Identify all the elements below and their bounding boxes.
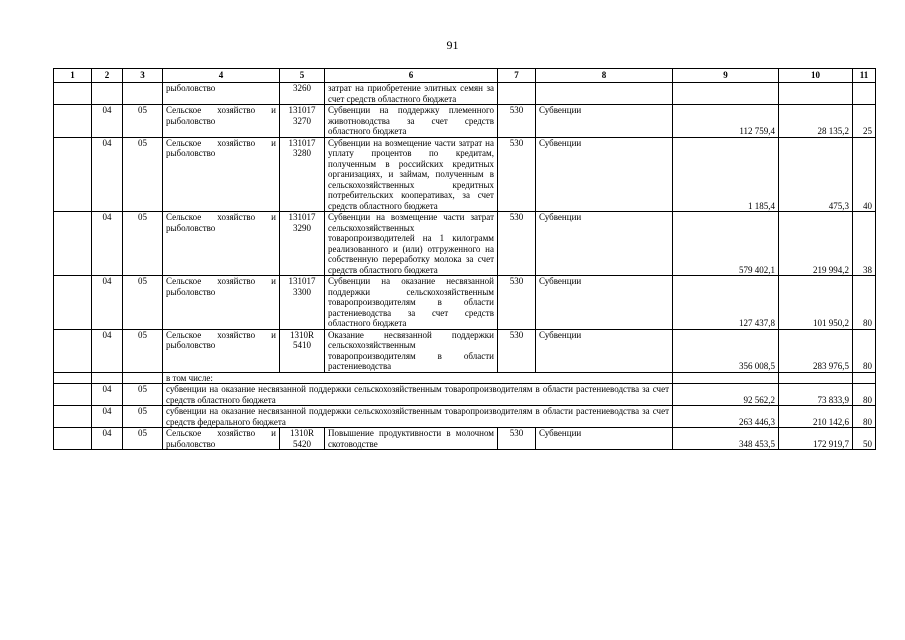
cell: Субвенции [536, 137, 673, 212]
col-header: 9 [673, 69, 779, 83]
col-header: 8 [536, 69, 673, 83]
cell: 1310R 5420 [280, 428, 325, 450]
col-header: 10 [779, 69, 853, 83]
cell: 05 [123, 329, 163, 372]
cell: рыболовство [163, 83, 280, 105]
cell: 04 [92, 105, 123, 138]
cell [536, 83, 673, 105]
cell [54, 406, 92, 428]
cell: 50 [853, 428, 876, 450]
cell: 530 [498, 329, 536, 372]
cell [54, 329, 92, 372]
budget-table [53, 68, 876, 450]
cell: 263 446,3 [673, 406, 779, 428]
col-header: 2 [92, 69, 123, 83]
cell: 80 [853, 329, 876, 372]
cell: 1 185,4 [673, 137, 779, 212]
page-number: 91 [446, 38, 459, 52]
cell [123, 372, 163, 384]
cell: Повышение продуктивности в молочном скотоводстве [325, 428, 498, 450]
cell: 04 [92, 137, 123, 212]
cell: 1310R 5410 [280, 329, 325, 372]
cell: Субвенции на возмещение части затрат на уплату процентов по кредитам, полученным в российских кредитных организациях, и займам, полученным в сельскохозяйственных кредитных потребительских кооперативах, за счет средств областного бюджета [325, 137, 498, 212]
cell: Субвенции на оказание несвязанной поддержки сельскохозяйственным товаропроизводителям в области растениеводства за счет средств областного бюджета [325, 276, 498, 330]
cell: 131017 3290 [280, 212, 325, 276]
cell: 219 994,2 [779, 212, 853, 276]
table-row [54, 329, 876, 372]
cell: 80 [853, 276, 876, 330]
table-row [54, 212, 876, 276]
cell: Субвенции [536, 276, 673, 330]
col-header: 1 [54, 69, 92, 83]
cell: 127 437,8 [673, 276, 779, 330]
cell: 04 [92, 329, 123, 372]
table-row [54, 372, 876, 384]
cell [779, 372, 853, 384]
cell: Субвенции на поддержку племенного животноводства за счет средств областного бюджета [325, 105, 498, 138]
cell: 04 [92, 384, 123, 406]
cell [54, 105, 92, 138]
cell: 05 [123, 406, 163, 428]
cell: 172 919,7 [779, 428, 853, 450]
cell: 475,3 [779, 137, 853, 212]
cell: 80 [853, 384, 876, 406]
cell [54, 212, 92, 276]
cell: 05 [123, 137, 163, 212]
cell: 05 [123, 105, 163, 138]
cell: 3260 [280, 83, 325, 105]
table-row [54, 406, 876, 428]
cell: Сельское хозяйство и рыболовство [163, 105, 280, 138]
cell: Субвенции на возмещение части затрат сельскохозяйственных товаропроизводителей на 1 килограмм реализованного и (или) отгруженного на собственную переработку молока за счет средств областного бюджета [325, 212, 498, 276]
cell: 25 [853, 105, 876, 138]
table-row [54, 83, 876, 105]
cell: 101 950,2 [779, 276, 853, 330]
cell: 38 [853, 212, 876, 276]
cell: 80 [853, 406, 876, 428]
cell: Сельское хозяйство и рыболовство [163, 276, 280, 330]
cell [54, 372, 92, 384]
col-header: 5 [280, 69, 325, 83]
cell: Сельское хозяйство и рыболовство [163, 137, 280, 212]
cell: 92 562,2 [673, 384, 779, 406]
cell: 348 453,5 [673, 428, 779, 450]
cell: 131017 3280 [280, 137, 325, 212]
cell: 579 402,1 [673, 212, 779, 276]
cell: Сельское хозяйство и рыболовство [163, 329, 280, 372]
cell: субвенции на оказание несвязанной поддержки сельскохозяйственным товаропроизводителям в области растениеводства за счет средств федерального бюджета [163, 406, 673, 428]
cell [54, 137, 92, 212]
cell: 05 [123, 428, 163, 450]
cell: 04 [92, 428, 123, 450]
cell [54, 384, 92, 406]
cell [54, 83, 92, 105]
cell: 356 008,5 [673, 329, 779, 372]
table-row [54, 276, 876, 330]
cell [92, 372, 123, 384]
cell: 530 [498, 105, 536, 138]
cell: Субвенции [536, 329, 673, 372]
col-header: 11 [853, 69, 876, 83]
cell: Субвенции [536, 212, 673, 276]
cell: 73 833,9 [779, 384, 853, 406]
cell [123, 83, 163, 105]
cell: 04 [92, 276, 123, 330]
cell: затрат на приобретение элитных семян за счет средств областного бюджета [325, 83, 498, 105]
cell: 530 [498, 428, 536, 450]
col-header: 3 [123, 69, 163, 83]
cell: субвенции на оказание несвязанной поддержки сельскохозяйственным товаропроизводителям в области растениеводства за счет средств областного бюджета [163, 384, 673, 406]
table-row [54, 105, 876, 138]
cell: 530 [498, 276, 536, 330]
subtotal-label: в том числе: [163, 372, 673, 384]
cell: 40 [853, 137, 876, 212]
cell: 530 [498, 137, 536, 212]
cell: 283 976,5 [779, 329, 853, 372]
cell: 131017 3270 [280, 105, 325, 138]
cell [673, 83, 779, 105]
cell: Сельское хозяйство и рыболовство [163, 428, 280, 450]
cell [779, 83, 853, 105]
table-row [54, 384, 876, 406]
table-row [54, 428, 876, 450]
header-row [54, 69, 876, 83]
cell: 131017 3300 [280, 276, 325, 330]
col-header: 7 [498, 69, 536, 83]
cell: Субвенции [536, 428, 673, 450]
cell: Оказание несвязанной поддержки сельскохозяйственным товаропроизводителям в области растениеводства [325, 329, 498, 372]
cell [54, 276, 92, 330]
cell: 28 135,2 [779, 105, 853, 138]
cell: 112 759,4 [673, 105, 779, 138]
cell: 04 [92, 212, 123, 276]
cell [498, 83, 536, 105]
cell: 05 [123, 384, 163, 406]
cell: 530 [498, 212, 536, 276]
cell: 210 142,6 [779, 406, 853, 428]
cell: Сельское хозяйство и рыболовство [163, 212, 280, 276]
cell: 04 [92, 406, 123, 428]
cell [54, 428, 92, 450]
cell: 05 [123, 276, 163, 330]
cell [673, 372, 779, 384]
table-row [54, 137, 876, 212]
cell: 05 [123, 212, 163, 276]
cell [853, 372, 876, 384]
col-header: 4 [163, 69, 280, 83]
cell: Субвенции [536, 105, 673, 138]
cell [92, 83, 123, 105]
cell [853, 83, 876, 105]
col-header: 6 [325, 69, 498, 83]
